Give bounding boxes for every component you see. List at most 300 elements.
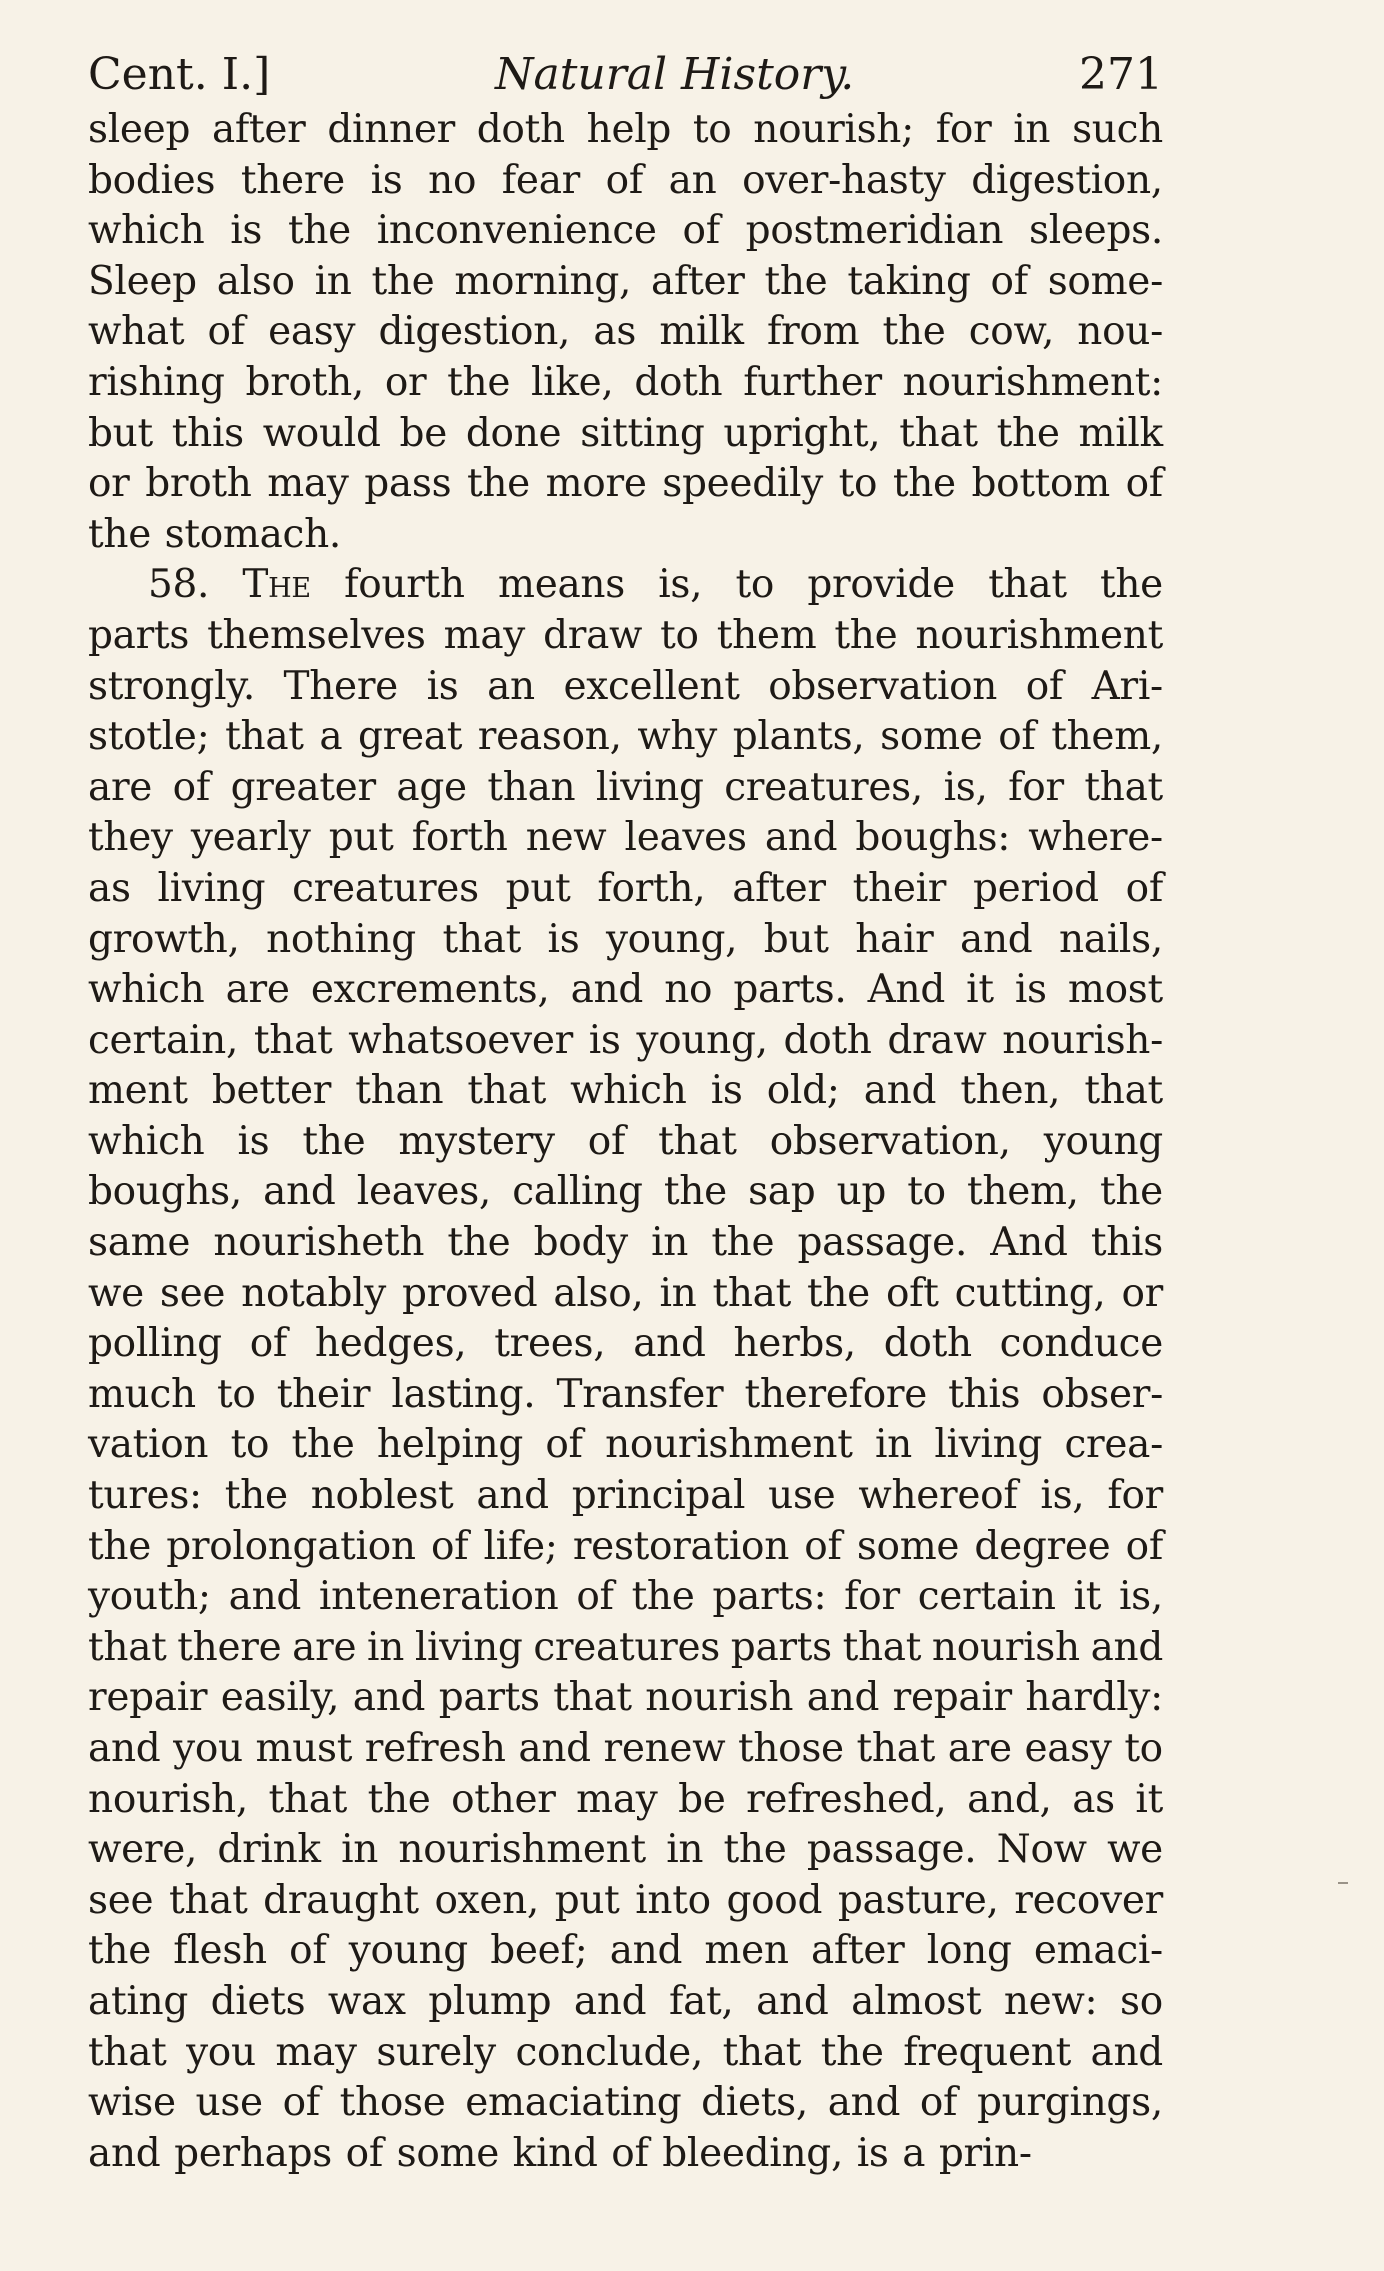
word: in (666, 1827, 704, 1873)
word: doth (634, 359, 723, 405)
word: may (443, 612, 526, 658)
word: almost (851, 1978, 982, 2024)
word: that (899, 410, 978, 456)
word: use (195, 2080, 263, 2126)
text-line (88, 510, 1163, 561)
word: certain (917, 1574, 1056, 1620)
word: from (766, 309, 860, 355)
text-line (88, 712, 1163, 763)
word: of (990, 258, 1028, 304)
word: strongly. (88, 663, 255, 709)
word: sap (748, 1169, 816, 1215)
word: Ari- (1091, 663, 1163, 709)
word: living (157, 865, 266, 911)
word: doth (476, 107, 565, 152)
word: of (919, 2080, 958, 2126)
text-line (88, 1370, 1163, 1421)
word: lasting. (391, 1371, 536, 1417)
word: refresh (364, 1726, 506, 1771)
word: passage. (797, 1220, 968, 1266)
word: in (367, 1624, 405, 1670)
word: milk (1078, 410, 1163, 456)
word: the (224, 1473, 288, 1519)
word: is, (1118, 1574, 1163, 1620)
word: the (302, 1118, 366, 1164)
word: that (553, 1675, 632, 1721)
word: the (447, 359, 511, 405)
word: of (282, 2080, 320, 2126)
word: nourishment (915, 612, 1163, 658)
word: the (287, 208, 351, 254)
word: pass (364, 461, 452, 507)
text-line (88, 2129, 1163, 2180)
word: which (88, 967, 205, 1013)
word: repair (892, 1675, 1012, 1721)
word: what (88, 309, 185, 355)
word: men (704, 1928, 789, 1974)
word: their (276, 1371, 371, 1417)
word: nourishment (398, 1827, 646, 1873)
word: those (339, 2080, 446, 2126)
running-header (88, 45, 1163, 105)
word: that (268, 1776, 348, 1822)
text-line (88, 1117, 1163, 1168)
word: then, (960, 1068, 1061, 1114)
text-line (88, 1522, 1163, 1573)
word: plump (428, 1978, 552, 2024)
word: is (710, 1068, 743, 1114)
word: see (88, 1877, 154, 1923)
word: are (292, 1624, 357, 1670)
word: for (844, 1574, 900, 1620)
word: of (249, 1321, 288, 1367)
word: of (172, 764, 210, 810)
word: And (990, 1220, 1068, 1266)
word: done (465, 410, 562, 456)
word: easily, (220, 1675, 340, 1721)
word: also (216, 258, 295, 304)
word: the (88, 511, 151, 557)
word: obser- (1041, 1371, 1163, 1417)
word: broth, (245, 359, 365, 405)
word: provide (807, 562, 955, 608)
text-line (88, 1471, 1163, 1522)
word: degree (974, 1523, 1111, 1569)
text-line (88, 2028, 1163, 2079)
word: conclude, (515, 2029, 704, 2075)
word: a (902, 2130, 926, 2176)
word: kind (512, 2130, 598, 2176)
word: would (262, 410, 381, 456)
word: than (487, 764, 576, 810)
word: body (533, 1220, 628, 1266)
word: are (225, 967, 290, 1013)
word: whereof (858, 1473, 1018, 1519)
word: such (1072, 107, 1163, 152)
word: the (806, 1270, 870, 1316)
word: stotle; (88, 714, 210, 760)
word: new: (1003, 1978, 1098, 2024)
word: this (171, 410, 244, 456)
word: herbs, (733, 1321, 856, 1367)
word: forth (411, 815, 508, 861)
word: they (88, 815, 173, 861)
word: wax (327, 1978, 406, 2024)
text-line (88, 1066, 1163, 1117)
word: and (573, 1978, 647, 2024)
word: the (820, 2029, 884, 2075)
word: principal (571, 1473, 746, 1519)
word: as (593, 309, 637, 355)
word: young, (605, 916, 738, 962)
word: and (570, 967, 644, 1013)
text-line (88, 1724, 1163, 1775)
word: parts: (712, 1574, 827, 1620)
word: there (177, 1624, 282, 1670)
word: nails, (1058, 916, 1163, 962)
word: of (207, 309, 245, 355)
word: digestion, (378, 309, 571, 355)
text-line (88, 1420, 1163, 1471)
word: and (476, 1473, 549, 1519)
text-line (88, 1623, 1163, 1674)
word: to (217, 1371, 256, 1417)
word: to (838, 461, 878, 507)
word: bodies (88, 157, 216, 203)
word: there (240, 157, 345, 203)
word: as (1072, 1776, 1115, 1822)
word: surely (376, 2029, 496, 2075)
word: diets, (701, 2080, 808, 2126)
word: that (842, 1624, 922, 1670)
word: the (882, 309, 946, 355)
word: boughs: (855, 815, 1011, 861)
word: are (88, 764, 153, 810)
word: no (428, 157, 477, 203)
word: of (1025, 663, 1064, 709)
word: is (547, 916, 580, 962)
word: we (88, 1270, 144, 1316)
word: parts. (733, 967, 847, 1013)
word: rishing (88, 359, 225, 405)
text-line (88, 560, 1163, 611)
word: parts (730, 1624, 832, 1670)
word: and (518, 1726, 591, 1771)
word: mystery (398, 1118, 555, 1164)
word: also, (553, 1270, 644, 1316)
text-line (88, 459, 1163, 510)
word: nourish (645, 1675, 794, 1721)
word: or (384, 359, 427, 405)
word: hardly: (1025, 1675, 1163, 1721)
word: and (827, 2080, 901, 2126)
text-line (88, 1825, 1163, 1876)
word: and (756, 1978, 829, 2024)
word: living (595, 764, 704, 810)
word: may (275, 2029, 357, 2075)
word: them, (1051, 714, 1163, 760)
word: over-hasty (742, 157, 946, 203)
word: the (834, 612, 898, 658)
word: see (159, 1270, 226, 1316)
word: creatures (292, 865, 479, 911)
word: than (355, 1068, 444, 1114)
word: some (880, 714, 983, 760)
word: is (237, 1118, 270, 1164)
word: those (737, 1726, 844, 1771)
word: proved (402, 1270, 538, 1316)
word: the (291, 1422, 355, 1468)
word: is (588, 1017, 621, 1063)
word: that (1084, 764, 1163, 810)
word: emaciating (465, 2080, 682, 2126)
word: which (570, 1068, 687, 1114)
word: calling (512, 1169, 643, 1215)
text-line (88, 307, 1163, 358)
word: vation (88, 1422, 209, 1468)
text-line (88, 1775, 1163, 1826)
word: is (856, 2130, 889, 2176)
word: dinner (327, 107, 455, 152)
word: most (1067, 967, 1163, 1013)
word: draught (263, 1877, 419, 1923)
word: the (371, 258, 435, 304)
word: of (576, 1574, 614, 1620)
text-line (88, 763, 1163, 814)
word: be (399, 410, 447, 456)
word: the (367, 1776, 431, 1822)
word: draw (887, 1017, 987, 1063)
word: Sleep (88, 258, 197, 304)
word: notably (241, 1270, 387, 1316)
word: great (357, 714, 463, 760)
word: that (88, 2029, 167, 2075)
word: but (88, 410, 153, 456)
word: upright, (723, 410, 881, 456)
text-line (88, 813, 1163, 864)
word: that (225, 714, 304, 760)
word: pasture, (837, 1877, 999, 1923)
text-line (88, 206, 1163, 257)
word: sitting (580, 410, 705, 456)
word: conduce (999, 1321, 1163, 1367)
word: age (396, 764, 467, 810)
word: put (554, 1877, 620, 1923)
word: beef; (490, 1928, 588, 1974)
text-line (88, 156, 1163, 207)
word: drink (217, 1827, 321, 1873)
word: leaves, (356, 1169, 492, 1215)
text-line (88, 611, 1163, 662)
word: easy (268, 309, 356, 355)
word: or (1121, 1270, 1163, 1316)
word: plants, (732, 714, 865, 760)
word: help (586, 107, 672, 152)
word: young (348, 1928, 468, 1974)
text-line (88, 965, 1163, 1016)
word: excrements, (310, 967, 550, 1013)
word: that (467, 1068, 546, 1114)
word: trees, (494, 1321, 606, 1367)
word: 58. (148, 562, 210, 608)
word: nothing (266, 916, 416, 962)
text-line (88, 1319, 1163, 1370)
word: nourish- (1002, 1017, 1163, 1063)
word: and (1090, 2029, 1163, 2075)
word: some (856, 1523, 960, 1569)
word: them, (967, 1169, 1079, 1215)
word: The (242, 562, 311, 608)
word: may (576, 1776, 658, 1822)
word: as (88, 865, 131, 911)
word: ment (88, 1068, 188, 1114)
word: speedily (662, 461, 823, 507)
word: to (660, 612, 699, 658)
word: postmeridian (745, 208, 1004, 254)
text-line (88, 105, 1163, 156)
word: into (635, 1877, 711, 1923)
word: is, (943, 764, 988, 810)
word: creatures (533, 1624, 720, 1670)
text-line (88, 358, 1163, 409)
word: better (211, 1068, 332, 1114)
word: living (414, 1624, 523, 1670)
word: oft (885, 1270, 939, 1316)
word: some- (1047, 258, 1163, 304)
word: the (663, 1169, 727, 1215)
word: helping (376, 1422, 523, 1468)
word: and (806, 1675, 880, 1721)
word: put (328, 815, 394, 861)
word: that (442, 916, 521, 962)
word: up (836, 1169, 887, 1215)
word: them (716, 612, 817, 658)
word: much (88, 1371, 196, 1417)
word: hedges, (314, 1321, 467, 1367)
word: the (88, 1928, 151, 1974)
word: refreshed, (746, 1776, 947, 1822)
word: to (907, 1169, 946, 1215)
word: reason, (477, 714, 622, 760)
word: frequent (903, 2029, 1071, 2075)
page-number: 271 (1079, 49, 1163, 100)
word: the (447, 1220, 511, 1266)
word: prolongation (166, 1523, 416, 1569)
word: and (352, 1675, 426, 1721)
word: stomach. (164, 511, 341, 557)
word: like, (530, 359, 614, 405)
word: of (605, 157, 643, 203)
word: use (768, 1473, 836, 1519)
word: so (1119, 1978, 1163, 2024)
word: passage. (806, 1827, 977, 1873)
word: the (631, 1574, 695, 1620)
word: for (1107, 1473, 1163, 1519)
word: forth, (597, 865, 706, 911)
word: is (426, 663, 459, 709)
word: wise (88, 2080, 176, 2126)
word: fear (501, 157, 581, 203)
word: is (1014, 967, 1047, 1013)
text-line (88, 1876, 1163, 1927)
word: and (633, 1321, 706, 1367)
word: And (867, 967, 946, 1013)
word: why (637, 714, 717, 760)
word: were, (88, 1827, 198, 1873)
word: fat, (668, 1978, 734, 2024)
word: this (948, 1371, 1021, 1417)
word: observation, (769, 1118, 1011, 1164)
word: excellent (563, 663, 740, 709)
word: and (228, 1574, 302, 1620)
word: it (966, 967, 994, 1013)
word: taking (847, 258, 971, 304)
word: living (934, 1422, 1043, 1468)
word: some (396, 2130, 499, 2176)
word: life; (483, 1523, 558, 1569)
word: cow, (968, 309, 1055, 355)
word: is, (1040, 1473, 1085, 1519)
word: of (345, 2130, 383, 2176)
word: an (487, 663, 535, 709)
word: of (682, 208, 720, 254)
word: of (587, 1118, 626, 1164)
word: after (810, 1928, 905, 1974)
word: draw (543, 612, 643, 658)
text-line (88, 1218, 1163, 1269)
text-line (88, 257, 1163, 308)
word: of (998, 714, 1036, 760)
word: Now (996, 1827, 1087, 1873)
word: of (804, 1523, 842, 1569)
text-line (88, 1269, 1163, 1320)
word: parts (438, 1675, 540, 1721)
word: perhaps (174, 2130, 333, 2176)
word: to (1124, 1726, 1163, 1771)
word: nourish, (88, 1776, 248, 1822)
word: after (732, 865, 826, 911)
word: long (926, 1928, 1012, 1974)
word: Transfer (556, 1371, 724, 1417)
word: means (498, 562, 625, 608)
word: of (545, 1422, 583, 1468)
word: in (1013, 107, 1051, 152)
word: this (1090, 1220, 1163, 1266)
word: renew (603, 1726, 726, 1771)
word: the (1099, 562, 1163, 608)
word: nourish (931, 1624, 1080, 1670)
word: and (764, 815, 838, 861)
word: nourishment: (902, 359, 1163, 405)
word: of (430, 1523, 469, 1569)
word: the (1099, 1169, 1163, 1215)
word: and (863, 1068, 937, 1114)
word: the (996, 410, 1060, 456)
text-line (88, 1016, 1163, 1067)
word: of (1125, 1523, 1163, 1569)
word: old; (766, 1068, 840, 1114)
word: bleeding, (662, 2130, 844, 2176)
word: greater (230, 764, 376, 810)
word: ating (88, 1978, 188, 2024)
word: where- (1028, 815, 1163, 861)
word: or (88, 461, 130, 507)
word: the (892, 461, 956, 507)
word: tures: (88, 1473, 202, 1519)
word: whatsoever (348, 1017, 573, 1063)
word: new (525, 815, 607, 861)
word: young, (636, 1017, 768, 1063)
